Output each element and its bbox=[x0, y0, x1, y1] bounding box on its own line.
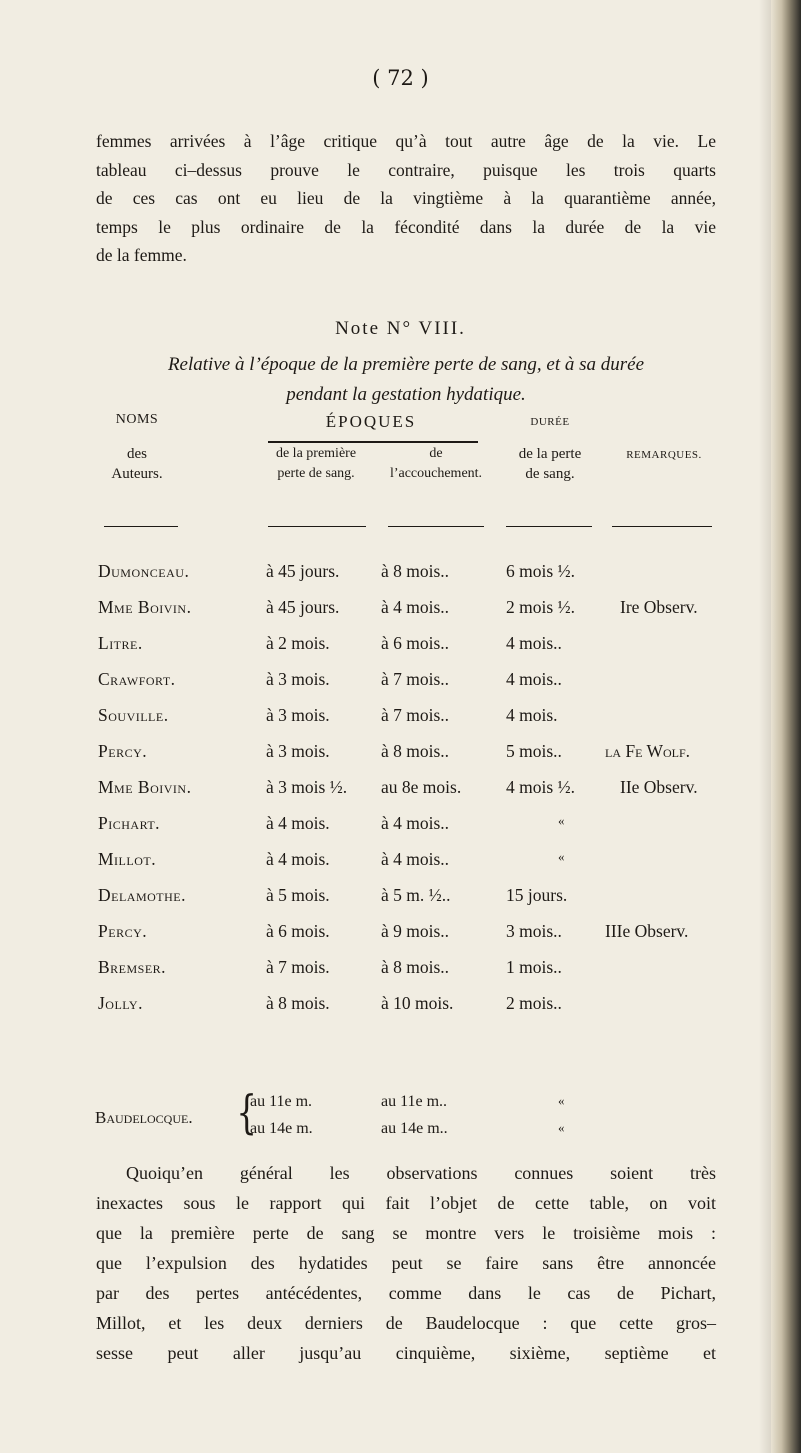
text-line: inexactes sous le rapport qui fait l’objet de cette table, on voit bbox=[96, 1193, 716, 1213]
first-loss-cell: à 4 mois. bbox=[266, 813, 330, 833]
first-loss-cell: à 6 mois. bbox=[266, 921, 330, 941]
table-row bbox=[0, 813, 801, 849]
text-line: que la première perte de sang se montre vers le troisième mois : bbox=[96, 1223, 716, 1243]
header-premiere-2: perte de sang. bbox=[277, 466, 355, 481]
table-row bbox=[0, 705, 801, 741]
duration-cell: 4 mois ½. bbox=[506, 777, 576, 797]
delivery-cell: au 14e m.. bbox=[381, 1120, 448, 1137]
table-row bbox=[0, 921, 801, 957]
header-auteurs: Auteurs. bbox=[111, 466, 163, 482]
duration-cell: 3 mois.. bbox=[506, 921, 562, 941]
author-cell: Souville. bbox=[98, 705, 169, 725]
first-loss-cell: à 3 mois. bbox=[266, 741, 330, 761]
text-line: par des pertes antécédentes, comme dans le cas de Pichart, bbox=[96, 1283, 716, 1303]
header-noms: NOMS bbox=[115, 412, 159, 427]
duration-cell: 2 mois.. bbox=[506, 993, 562, 1013]
header-des: des bbox=[127, 446, 147, 462]
delivery-cell: à 4 mois.. bbox=[381, 597, 450, 617]
first-loss-cell: à 2 mois. bbox=[266, 633, 330, 653]
curly-brace: { bbox=[236, 1085, 257, 1139]
column-rule bbox=[388, 526, 484, 527]
delivery-cell: à 8 mois.. bbox=[381, 561, 450, 581]
author-cell: Pichart. bbox=[98, 813, 161, 833]
author-cell: Litre. bbox=[98, 633, 143, 653]
remark-cell: la Fe Wolf. bbox=[605, 741, 691, 761]
first-loss-cell: à 5 mois. bbox=[266, 885, 330, 905]
author-cell: Mme Boivin. bbox=[98, 777, 192, 797]
first-loss-cell: à 4 mois. bbox=[266, 849, 330, 869]
duration-cell: 4 mois.. bbox=[506, 669, 562, 689]
duration-cell: 4 mois. bbox=[506, 705, 558, 725]
author-cell: Percy. bbox=[98, 741, 148, 761]
delivery-cell: au 8e mois. bbox=[381, 777, 462, 797]
table-row bbox=[0, 741, 801, 777]
delivery-cell: à 5 m. ½.. bbox=[381, 885, 451, 905]
delivery-cell: à 7 mois.. bbox=[381, 705, 450, 725]
text-line: sesse peut aller jusqu’au cinquième, sixième, septième et bbox=[96, 1343, 716, 1363]
author-cell: Baudelocque. bbox=[95, 1108, 193, 1127]
first-loss-cell: à 7 mois. bbox=[266, 957, 330, 977]
text-line: Millot, et les deux derniers de Baudelocque : que cette gros– bbox=[96, 1313, 716, 1333]
delivery-cell: à 4 mois.. bbox=[381, 849, 450, 869]
author-cell: Delamothe. bbox=[98, 885, 187, 905]
text-line: Quoiqu’en général les observations connues soient très bbox=[126, 1163, 716, 1183]
delivery-cell: à 8 mois.. bbox=[381, 741, 450, 761]
duration-cell: « bbox=[558, 1093, 565, 1108]
delivery-cell: à 8 mois.. bbox=[381, 957, 450, 977]
table-row bbox=[0, 561, 801, 597]
first-loss-cell: à 3 mois. bbox=[266, 705, 330, 725]
column-rule bbox=[506, 526, 592, 527]
first-loss-cell: à 45 jours. bbox=[266, 561, 340, 581]
subtitle-line: pendant la gestation hydatique. bbox=[286, 384, 526, 405]
header-accouch-2: l’accouchement. bbox=[389, 466, 483, 481]
author-cell: Dumonceau. bbox=[98, 561, 190, 581]
remark-cell: IIIe Observ. bbox=[605, 921, 689, 941]
text-line: de la femme. bbox=[96, 245, 187, 265]
author-cell: Jolly. bbox=[98, 993, 143, 1013]
header-accouch-1: de bbox=[429, 446, 443, 461]
delivery-cell: à 9 mois.. bbox=[381, 921, 450, 941]
author-cell: Percy. bbox=[98, 921, 148, 941]
header-perte-2: de sang. bbox=[525, 466, 575, 482]
duration-cell: 1 mois.. bbox=[506, 957, 562, 977]
table-row bbox=[0, 1120, 801, 1146]
table-row bbox=[0, 669, 801, 705]
table-row bbox=[0, 633, 801, 669]
duration-cell: 6 mois ½. bbox=[506, 561, 576, 581]
duration-cell: 2 mois ½. bbox=[506, 597, 576, 617]
first-loss-cell: à 3 mois. bbox=[266, 669, 330, 689]
remark-cell: Ire Observ. bbox=[620, 597, 698, 617]
delivery-cell: à 6 mois.. bbox=[381, 633, 450, 653]
author-cell: Bremser. bbox=[98, 957, 167, 977]
duration-cell: 15 jours. bbox=[506, 885, 568, 905]
table-row bbox=[0, 597, 801, 633]
table-row bbox=[0, 993, 801, 1029]
header-perte-1: de la perte bbox=[518, 446, 582, 462]
header-epoques: ÉPOQUES bbox=[325, 412, 417, 431]
duration-cell: « bbox=[558, 1120, 565, 1135]
first-loss-cell: à 3 mois ½. bbox=[266, 777, 348, 797]
note-subtitle bbox=[96, 350, 716, 410]
duration-cell: 5 mois.. bbox=[506, 741, 562, 761]
page-number: ( 72 ) bbox=[372, 66, 429, 90]
table-row bbox=[0, 849, 801, 885]
header-duree: DURÉE bbox=[530, 416, 570, 428]
table-row bbox=[0, 957, 801, 993]
remark-cell: IIe Observ. bbox=[620, 777, 698, 797]
first-loss-cell: à 45 jours. bbox=[266, 597, 340, 617]
duration-cell: « bbox=[558, 849, 565, 864]
intro-paragraph bbox=[96, 127, 716, 270]
column-rule bbox=[268, 526, 366, 527]
delivery-cell: à 4 mois.. bbox=[381, 813, 450, 833]
author-cell: Millot. bbox=[98, 849, 157, 869]
text-line: de ces cas ont eu lieu de la vingtième à la quarantième année, bbox=[96, 188, 716, 208]
table-row bbox=[0, 885, 801, 921]
text-line: femmes arrivées à l’âge critique qu’à tout autre âge de la vie. Le bbox=[96, 131, 716, 151]
duration-cell: « bbox=[558, 813, 565, 828]
text-line: temps le plus ordinaire de la fécondité dans la durée de la vie bbox=[96, 216, 716, 237]
delivery-cell: au 11e m.. bbox=[381, 1093, 448, 1110]
note-heading: Note N° VIII. bbox=[335, 318, 466, 339]
first-loss-cell: à 8 mois. bbox=[266, 993, 330, 1013]
table-row bbox=[0, 777, 801, 813]
closing-paragraph bbox=[96, 1158, 716, 1368]
first-loss-cell: au 11e m. bbox=[250, 1093, 313, 1110]
delivery-cell: à 10 mois. bbox=[381, 993, 454, 1013]
header-remarques: REMARQUES. bbox=[626, 449, 702, 461]
delivery-cell: à 7 mois.. bbox=[381, 669, 450, 689]
column-rule bbox=[104, 526, 178, 527]
header-brace bbox=[268, 441, 478, 443]
author-cell: Crawfort. bbox=[98, 669, 176, 689]
column-rule bbox=[612, 526, 712, 527]
subtitle-line: Relative à l’époque de la première perte de sang, et à sa durée bbox=[167, 354, 645, 375]
author-cell: Mme Boivin. bbox=[98, 597, 192, 617]
text-line: tableau ci–dessus prouve le contraire, puisque les trois quarts bbox=[96, 159, 716, 180]
text-line: que l’expulsion des hydatides peut se faire sans être annoncée bbox=[96, 1253, 716, 1273]
duration-cell: 4 mois.. bbox=[506, 633, 562, 653]
first-loss-cell: au 14e m. bbox=[250, 1120, 313, 1137]
header-premiere-1: de la première bbox=[275, 446, 357, 461]
table-row bbox=[0, 1093, 801, 1119]
